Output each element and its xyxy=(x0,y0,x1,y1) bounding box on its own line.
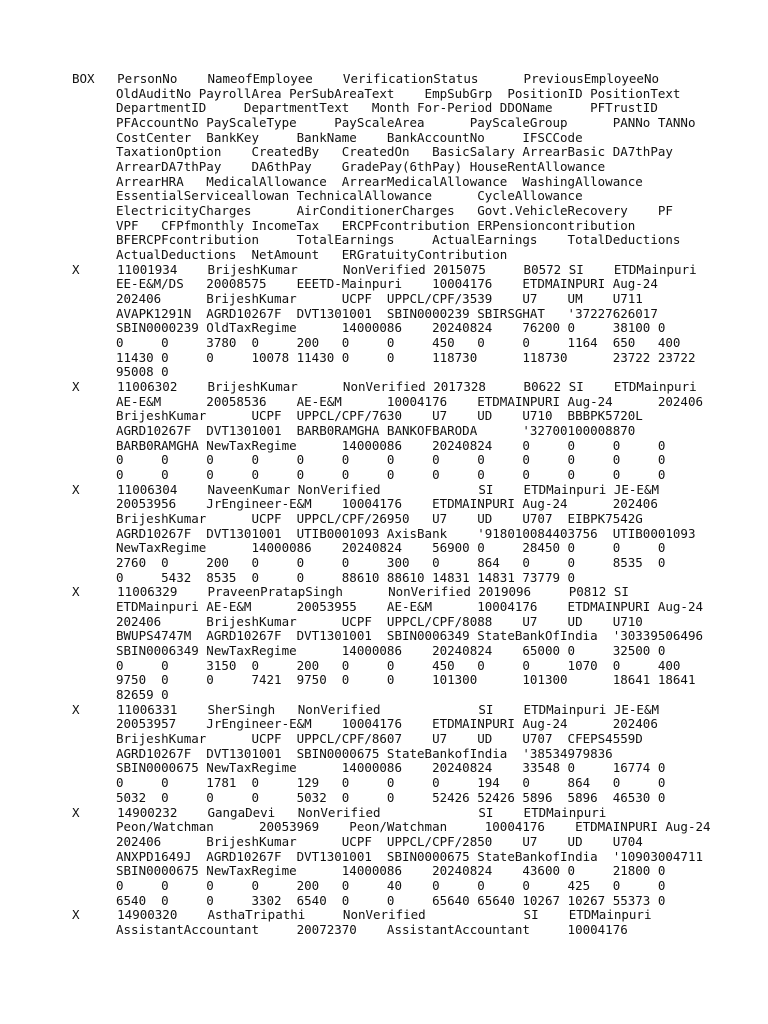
document-line: 202406 BrijeshKumar UCPF UPPCL/CPF/2850 U7 UD U704 xyxy=(116,833,643,849)
document-line: EE-E&M/DS 20008575 EEETD-Mainpuri 10004176 ETDMAINPURI Aug-24 xyxy=(116,276,658,292)
document-line: 202406 BrijeshKumar UCPF UPPCL/CPF/8088 U7 UD U710 xyxy=(116,613,643,629)
document-line: AGRD10267F DVT1301001 SBIN0000675 StateBankofIndia '38534979836 xyxy=(116,745,613,761)
document-line: 0 0 0 0 0 0 0 0 0 0 0 0 0 xyxy=(116,452,666,468)
document-line: SBIN0000675 NewTaxRegime 14000086 20240824 43600 0 21800 0 xyxy=(116,863,666,879)
document-line: BrijeshKumar UCPF UPPCL/CPF/26950 U7 UD U707 EIBPK7542G xyxy=(116,511,643,527)
document-line: X 11006304 NaveenKumar NonVerified SI ETDMainpuri JE-E&M xyxy=(72,481,659,497)
document-line: AssistantAccountant 20072370 AssistantAccountant 10004176 xyxy=(116,921,628,937)
document-line: X 11006329 PraveenPratapSingh NonVerified 2019096 P0812 SI xyxy=(72,584,629,600)
document-line: 0 0 0 0 0 0 0 0 0 0 0 0 0 xyxy=(116,467,666,483)
document-line: 0 5432 8535 0 0 88610 88610 14831 14831 73779 0 xyxy=(116,569,576,585)
document-line: ANXPD1649J AGRD10267F DVT1301001 SBIN0000675 StateBankofIndia '10903004711 xyxy=(116,848,703,864)
document-line: VPF CFPfmonthly IncomeTax ERCPFcontribution ERPensioncontribution xyxy=(116,217,636,233)
document-line: 2760 0 200 0 0 0 300 0 864 0 0 8535 0 xyxy=(116,555,666,571)
document-line: ArrearHRA MedicalAllowance ArrearMedicalAllowance WashingAllowance xyxy=(116,173,643,189)
document-line: X 14900232 GangaDevi NonVerified SI ETDMainpuri xyxy=(72,804,607,820)
document-line: Peon/Watchman 20053969 Peon/Watchman 10004176 ETDMAINPURI Aug-24 xyxy=(116,819,711,835)
document-line: BWUPS4747M AGRD10267F DVT1301001 SBIN0006349 StateBankOfIndia '30339506496 xyxy=(116,628,703,644)
document-line: AGRD10267F DVT1301001 BARB0RAMGHA BANKOFBARODA '32700100008870 xyxy=(116,423,636,439)
document-line: 5032 0 0 0 5032 0 0 52426 52426 5896 5896 46530 0 xyxy=(116,789,666,805)
document-line: SBIN0000239 OldTaxRegime 14000086 20240824 76200 0 38100 0 xyxy=(116,320,666,336)
document-line: 202406 BrijeshKumar UCPF UPPCL/CPF/3539 U7 UM U711 xyxy=(116,291,643,307)
document-line: 0 0 3150 0 200 0 0 450 0 0 1070 0 400 xyxy=(116,657,681,673)
document-line: SBIN0000675 NewTaxRegime 14000086 20240824 33548 0 16774 0 xyxy=(116,760,666,776)
document-line: NewTaxRegime 14000086 20240824 56900 0 28450 0 0 0 xyxy=(116,540,666,556)
document-line: BOX PersonNo NameofEmployee VerificationStatus PreviousEmployeeNo xyxy=(72,71,659,86)
document-line: X 11001934 BrijeshKumar NonVerified 2015075 B0572 SI ETDMainpuri xyxy=(72,261,697,277)
document-line: 6540 0 0 3302 6540 0 0 65640 65640 10267 10267 55373 0 xyxy=(116,892,666,908)
document-line: 11430 0 0 10078 11430 0 0 118730 118730 23722 23722 xyxy=(116,349,696,365)
document-line: 82659 0 xyxy=(116,687,169,703)
document-line: 0 0 0 0 200 0 40 0 0 0 425 0 0 xyxy=(116,877,666,893)
document-line: X 11006302 BrijeshKumar NonVerified 2017328 B0622 SI ETDMainpuri xyxy=(72,379,697,395)
document-line: ElectricityCharges AirConditionerCharges Govt.VehicleRecovery PF xyxy=(116,203,673,219)
document-line: X 14900320 AsthaTripathi NonVerified SI ETDMainpuri xyxy=(72,907,652,923)
document-line: BrijeshKumar UCPF UPPCL/CPF/7630 U7 UD U710 BBBPK5720L xyxy=(116,408,643,424)
document-line: ActualDeductions NetAmount ERGratuityContribution xyxy=(116,247,508,263)
document-line: DepartmentID DepartmentText Month For-Period DDOName PFTrustID xyxy=(116,100,658,116)
document-line: OldAuditNo PayrollArea PerSubAreaText EmpSubGrp PositionID PositionText xyxy=(116,85,681,101)
document-line: 20053956 JrEngineer-E&M 10004176 ETDMAINPURI Aug-24 202406 xyxy=(116,496,658,512)
document-line: 9750 0 0 7421 9750 0 0 101300 101300 18641 18641 xyxy=(116,672,696,688)
document-line: BARB0RAMGHA NewTaxRegime 14000086 20240824 0 0 0 0 xyxy=(116,437,666,453)
document-line: 95008 0 xyxy=(116,364,169,380)
document-line: 0 0 1781 0 129 0 0 0 194 0 864 0 0 xyxy=(116,775,666,791)
document-line: AE-E&M 20058536 AE-E&M 10004176 ETDMAINPURI Aug-24 202406 xyxy=(116,393,703,409)
document-line: BFERCPFcontribution TotalEarnings ActualEarnings TotalDeductions xyxy=(116,232,681,248)
document-line: X 11006331 SherSingh NonVerified SI ETDMainpuri JE-E&M xyxy=(72,701,659,717)
document-line: 0 0 3780 0 200 0 0 450 0 0 1164 650 400 xyxy=(116,335,681,351)
document-line: TaxationOption CreatedBy CreatedOn BasicSalary ArrearBasic DA7thPay xyxy=(116,144,673,160)
document-line: SBIN0006349 NewTaxRegime 14000086 20240824 65000 0 32500 0 xyxy=(116,643,666,659)
document-line: ETDMainpuri AE-E&M 20053955 AE-E&M 10004176 ETDMAINPURI Aug-24 xyxy=(116,599,703,615)
document-line: ArrearDA7thPay DA6thPay GradePay(6thPay) HouseRentAllowance xyxy=(116,159,606,175)
document-line: AVAPK1291N AGRD10267F DVT1301001 SBIN0000239 SBIRSGHAT '37227626017 xyxy=(116,305,658,321)
document-line: EssentialServiceallowan TechnicalAllowance CycleAllowance xyxy=(116,188,583,204)
document-line: AGRD10267F DVT1301001 UTIB0001093 AxisBank '918010084403756 UTIB0001093 xyxy=(116,525,696,541)
document-line: PFAccountNo PayScaleType PayScaleArea PayScaleGroup PANNo TANNo xyxy=(116,115,696,130)
document-line: CostCenter BankKey BankName BankAccountNo IFSCCode xyxy=(116,129,583,145)
document-line: BrijeshKumar UCPF UPPCL/CPF/8607 U7 UD U707 CFEPS4559D xyxy=(116,731,643,747)
document-line: 20053957 JrEngineer-E&M 10004176 ETDMAINPURI Aug-24 202406 xyxy=(116,716,658,732)
